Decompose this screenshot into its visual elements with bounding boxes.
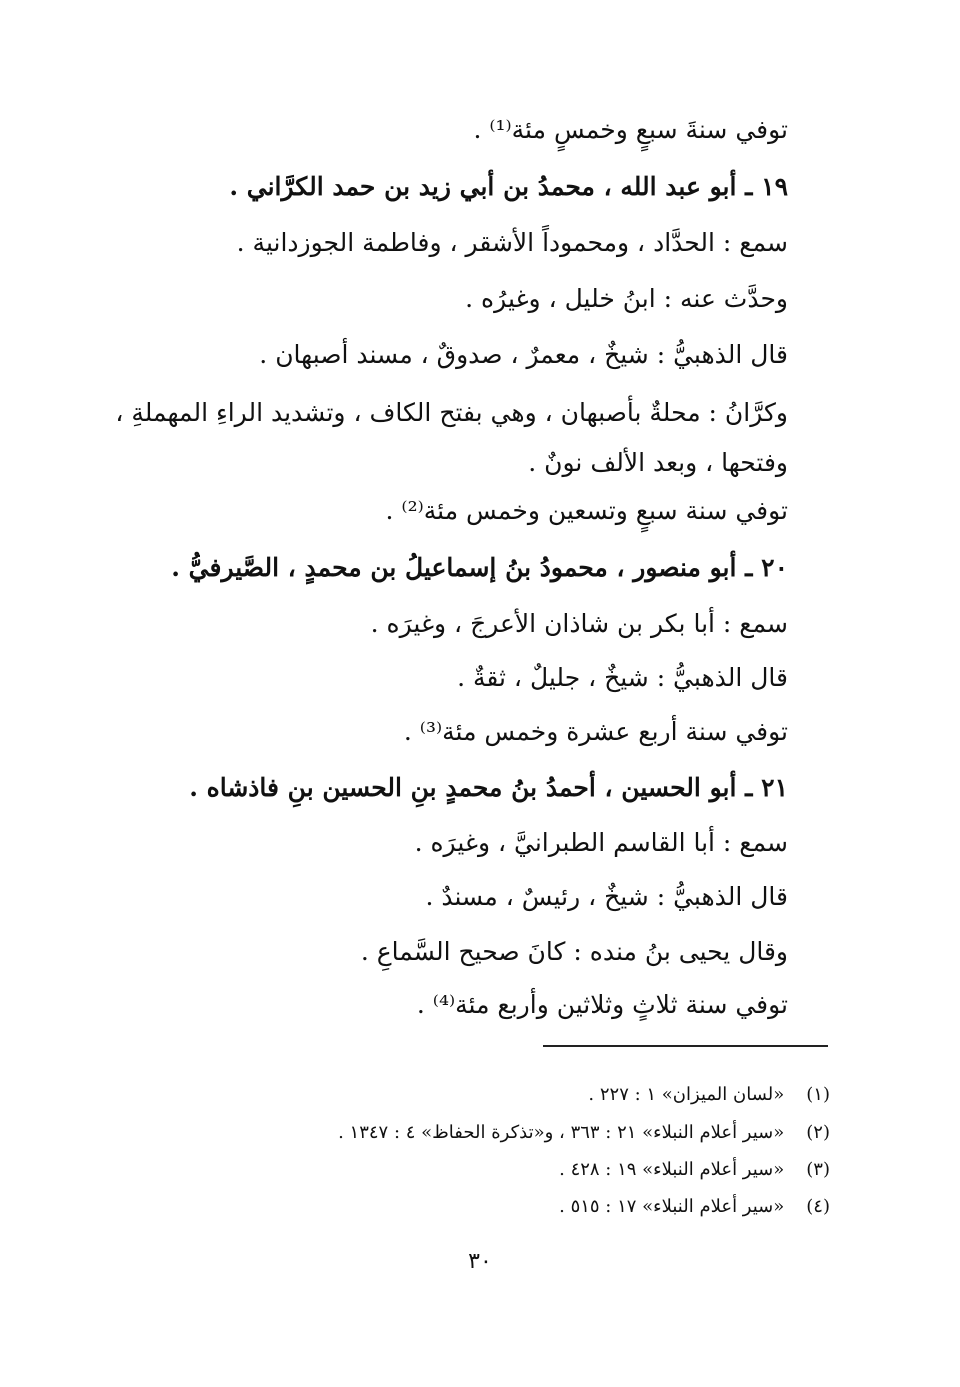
footnote-mark: (١): [806, 1084, 830, 1105]
entry-19-death-note: توفي سنة سبعٍ وتسعين وخمس مئة⁽²⁾ .: [385, 496, 788, 525]
footnote-3: [559, 1152, 830, 1188]
entry-21-dhahabi-note: قال الذهبيُّ : شيخٌ ، رئيسٌ ، مسندٌ .: [425, 882, 788, 911]
entry-20-death-note: توفي سنة أربع عشرة وخمس مئة⁽³⁾ .: [403, 717, 788, 746]
entry-20-heard-from: سمع : أبا بكر بن شاذان الأعرجَ ، وغيرَه .: [370, 609, 788, 638]
footnote-mark: (٣): [806, 1159, 830, 1180]
footnote-text: «لسان الميزان» ١ : ٢٢٧ .: [588, 1084, 785, 1105]
entry-19-dhahabi-note: قال الذهبيُّ : شيخٌ ، معمرٌ ، صدوقٌ ، مسند أصبهان .: [259, 340, 788, 369]
footnote-1: [588, 1077, 830, 1113]
entry-19-karran-note: وكرَّانُ : محلةٌ بأصبهان ، وهي بفتح الكاف ، وتشديد الراءِ المهملةِ ، وفتحها ، وبعد الألف نونٌ .: [115, 398, 788, 477]
death-note-line: توفي سنةَ سبعٍ وخمسٍ مئة⁽¹⁾ .: [473, 115, 788, 144]
entry-21-heading: ٢١ ـ أبو الحسين ، أحمدُ بنُ محمدٍ بنِ الحسين بنِ فاذشاه .: [189, 773, 788, 802]
entry-21-heard-from: سمع : أبا القاسم الطبرانيَّ ، وغيرَه .: [414, 828, 788, 857]
footnote-text: «سير أعلام النبلاء» ١٩ : ٤٢٨ .: [559, 1159, 785, 1180]
footnote-mark: (٤): [806, 1196, 830, 1217]
entry-20-heading: ٢٠ ـ أبو منصور ، محمودُ بنُ إسماعيلُ بن محمدٍ ، الصَّيرفيُّ .: [171, 553, 788, 582]
entry-19-narrated-by: وحدَّث عنه : ابنُ خليل ، وغيرُه .: [465, 284, 788, 313]
footnote-2: [338, 1115, 830, 1151]
entry-21-death-note: توفي سنة ثلاثٍ وثلاثين وأربع مئة⁽⁴⁾ .: [416, 990, 788, 1019]
entry-19-heading: ١٩ ـ أبو عبد الله ، محمدُ بن أبي زيد بن حمد الكرَّاني .: [229, 172, 788, 201]
footnote-text: «سير أعلام النبلاء» ٢١ : ٣٦٣ ، و«تذكرة الحفاظ» ٤ : ١٣٤٧ .: [338, 1122, 785, 1143]
footnote-mark: (٢): [806, 1122, 830, 1143]
footnote-separator: [543, 1045, 828, 1047]
entry-19-heard-from: سمع : الحدَّاد ، ومحموداً الأشقر ، وفاطمة الجوزدانية .: [236, 228, 788, 257]
page-number: ٣٠: [468, 1249, 492, 1274]
entry-21-yahya-note: وقال يحيى بنُ منده : كانَ صحيح السَّماعِ .: [360, 937, 788, 966]
entry-20-dhahabi-note: قال الذهبيُّ : شيخٌ ، جليلٌ ، ثقةٌ .: [457, 663, 788, 692]
footnote-4: [559, 1189, 830, 1225]
footnote-text: «سير أعلام النبلاء» ١٧ : ٥١٥ .: [559, 1196, 785, 1217]
